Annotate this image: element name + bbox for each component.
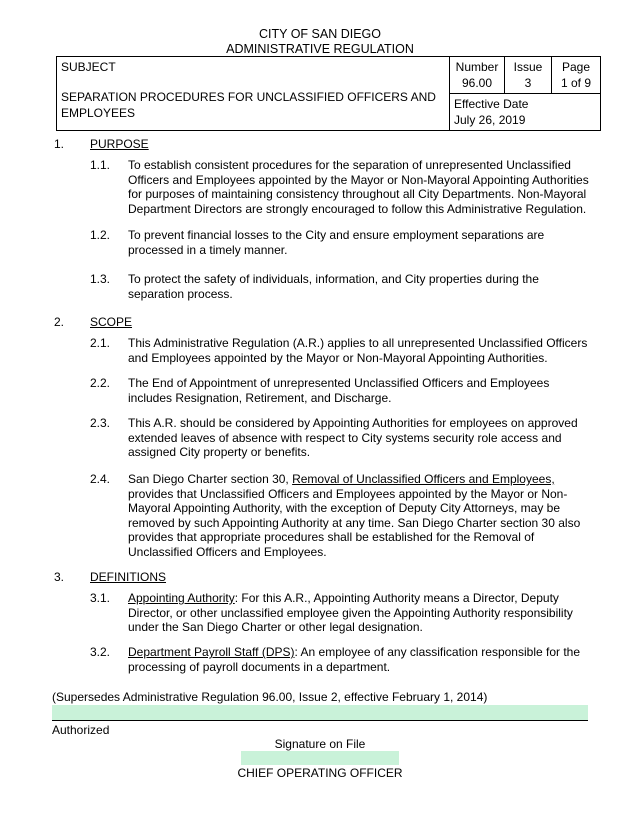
- charter-section-title: Removal of Unclassified Officers and Employees,: [292, 472, 555, 486]
- effective-value: July 26, 2019: [454, 113, 526, 127]
- list-item: [90, 472, 592, 559]
- item-number: 1.2.: [90, 228, 111, 242]
- section-number: 3.: [54, 570, 65, 584]
- list-item: [90, 228, 592, 257]
- authorized-highlight: [52, 705, 588, 720]
- item-text: This A.R. should be considered by Appointing Authorities for employees on approved extended leaves of absence with respect to City systems security role access and assigned City property or benefits.: [128, 416, 578, 459]
- subject-cell: [57, 57, 450, 131]
- section-number: 1.: [54, 137, 65, 151]
- item-number: 2.4.: [90, 472, 111, 486]
- effective-cell: [450, 94, 601, 131]
- header-box: [56, 56, 601, 131]
- list-item: [90, 336, 592, 365]
- issue-cell: [505, 57, 552, 94]
- signature-text: Signature on File: [274, 737, 366, 751]
- header-regulation: ADMINISTRATIVE REGULATION: [226, 42, 414, 56]
- item-text: This Administrative Regulation (A.R.) applies to all unrepresented Unclassified Officers and Employees appointed by the Mayor or Non-Mayoral Appointing Authorities.: [128, 336, 588, 365]
- item-text-post: : An employee of any classification responsible for the processing of payroll documents in a department.: [128, 645, 581, 674]
- section-title: PURPOSE: [90, 137, 149, 151]
- item-text-post: provides that Unclassified Officers and Employees appointed by the Mayor or Non-Mayoral Appointing Authority, with the exception of Deputy City Attorneys, may be removed by such Appointing Authority at any time. San Diego Charter section 30 also provides that appropriate procedures shall be established for the Removal of Unclassified Officers and Employees.: [128, 486, 581, 559]
- section-number: 2.: [54, 315, 65, 329]
- item-text: [128, 591, 592, 635]
- page-label: Page: [561, 60, 591, 74]
- item-text: To protect the safety of individuals, information, and City properties during the separation process.: [128, 272, 539, 301]
- page-cell: [552, 57, 601, 94]
- item-text: The End of Appointment of unrepresented Unclassified Officers and Employees includes Resignation, Retirement, and Discharge.: [128, 376, 550, 405]
- item-number: 1.1.: [90, 158, 111, 172]
- issue-label: Issue: [513, 60, 543, 74]
- list-item: [90, 591, 592, 635]
- issue-value: 3: [524, 76, 532, 90]
- number-label: Number: [455, 60, 499, 74]
- item-number: 3.2.: [90, 645, 111, 659]
- item-text-post: : For this A.R., Appointing Authority means a Director, Deputy Director, or other unclassified employee given the Appointing Authority responsibility under the San Diego Charter or other legal designation.: [128, 591, 573, 634]
- list-item: [90, 645, 592, 674]
- section-title: SCOPE: [90, 315, 133, 329]
- list-item: [90, 376, 592, 405]
- page-value: 1 of 9: [560, 76, 592, 90]
- list-item: [90, 272, 592, 301]
- list-item: [90, 158, 592, 216]
- item-text: To establish consistent procedures for the separation of unrepresented Unclassified Officers and Employees appointed by the Mayor or Non-Mayoral Appointing Authorities for purposes of maintaining consistency throughout all City Departments. Non-Mayoral Department Directors are strongly encouraged to follow this Administrative Regulation.: [128, 158, 589, 216]
- item-number: 2.3.: [90, 416, 111, 430]
- signature-rule: [52, 720, 588, 721]
- item-number: 1.3.: [90, 272, 111, 286]
- supersedes-note: (Supersedes Administrative Regulation 96.00, Issue 2, effective February 1, 2014): [52, 690, 488, 704]
- item-text-pre: San Diego Charter section 30,: [128, 472, 293, 486]
- number-cell: [450, 57, 505, 94]
- signature-highlight: [241, 751, 399, 765]
- item-text: [128, 472, 592, 559]
- header-city: CITY OF SAN DIEGO: [258, 27, 381, 41]
- defined-term: Department Payroll Staff (DPS): [128, 645, 295, 659]
- item-text: [128, 645, 592, 674]
- list-item: [90, 416, 592, 460]
- item-number: 2.1.: [90, 336, 111, 350]
- subject-title: SEPARATION PROCEDURES FOR UNCLASSIFIED OFFICERS AND EMPLOYEES: [61, 90, 436, 120]
- number-value: 96.00: [461, 76, 493, 90]
- officer-title: CHIEF OPERATING OFFICER: [237, 766, 403, 780]
- item-number: 2.2.: [90, 376, 111, 390]
- subject-label: SUBJECT: [61, 60, 116, 74]
- authorized-label: Authorized: [52, 723, 110, 737]
- item-number: 3.1.: [90, 591, 111, 605]
- defined-term: Appointing Authority: [128, 591, 235, 605]
- item-text: To prevent financial losses to the City and ensure employment separations are processed in a timely manner.: [128, 228, 545, 257]
- section-title: DEFINITIONS: [90, 570, 167, 584]
- effective-label: Effective Date: [454, 97, 529, 111]
